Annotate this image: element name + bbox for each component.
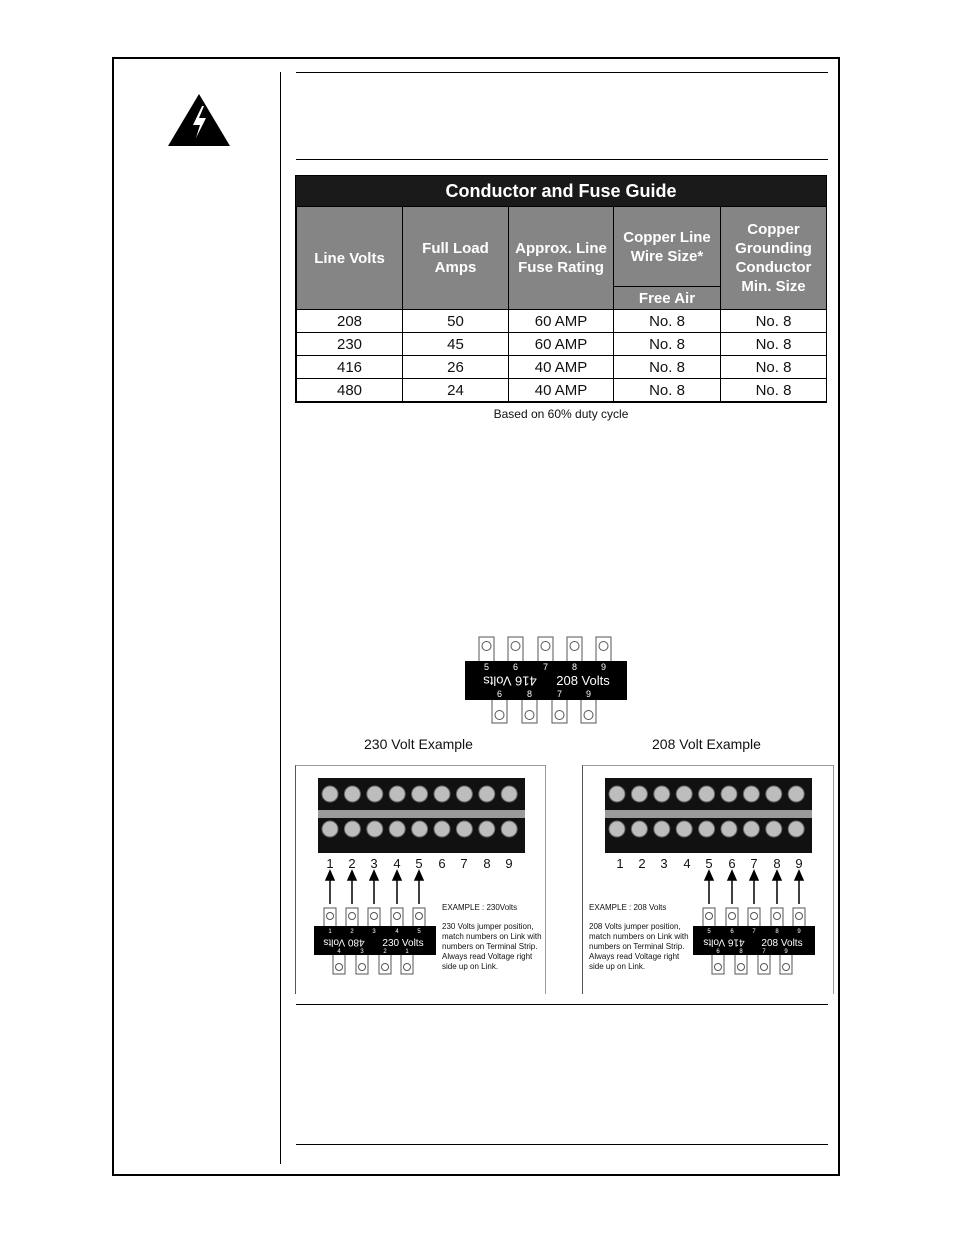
rule-notice-bottom xyxy=(296,1144,828,1145)
terminal-screw xyxy=(456,821,472,837)
terminal-number: 5 xyxy=(415,856,423,871)
link-bottom-number: 6 xyxy=(716,949,720,955)
header-grounding: Copper Grounding Conductor Min. Size xyxy=(721,207,827,310)
link-top-number: 3 xyxy=(372,929,376,935)
terminal-screw xyxy=(389,786,405,802)
cell-wire: No. 8 xyxy=(614,379,721,402)
link-inverted-label: 480 Volts xyxy=(323,936,365,948)
terminal-screw xyxy=(721,786,737,802)
terminal-screw xyxy=(631,786,647,802)
terminal-screw xyxy=(479,786,495,802)
link-top-number: 5 xyxy=(707,929,711,935)
link-bottom-number: 4 xyxy=(337,949,341,955)
guide-note: Based on 60% duty cycle xyxy=(493,407,629,421)
terminal-number: 6 xyxy=(728,856,736,871)
terminal-screw xyxy=(676,821,692,837)
terminal-number: 9 xyxy=(505,856,513,871)
link-upright-label: 208 Volts xyxy=(761,938,803,949)
terminal-screw xyxy=(322,821,338,837)
cell-amps: 45 xyxy=(403,333,509,356)
header-line-wire-size: Copper Line Wire Size* xyxy=(614,207,721,287)
terminal-screw xyxy=(344,786,360,802)
header-line-volts: Line Volts xyxy=(297,207,403,310)
link-bottom-number: 8 xyxy=(739,949,743,955)
link-top-number: 7 xyxy=(542,662,549,672)
link-bottom-number: 6 xyxy=(496,689,503,699)
link-bottom-number: 9 xyxy=(784,949,788,955)
terminal-screw xyxy=(699,821,715,837)
cell-amps: 26 xyxy=(403,356,509,379)
cell-wire: No. 8 xyxy=(614,333,721,356)
link-top-number: 5 xyxy=(483,662,490,672)
table-row xyxy=(297,356,827,379)
terminal-screw xyxy=(501,821,517,837)
terminal-number: 3 xyxy=(660,856,668,871)
example-208-title: EXAMPLE : 208 Volts xyxy=(589,903,667,912)
example-208-panel xyxy=(582,765,834,994)
link-top-number: 6 xyxy=(730,929,734,935)
terminal-number: 4 xyxy=(393,856,401,871)
terminal-screw xyxy=(699,786,715,802)
terminal-number: 8 xyxy=(483,856,491,871)
margin-rule xyxy=(280,72,281,1164)
terminal-number: 6 xyxy=(438,856,446,871)
terminal-screw xyxy=(389,821,405,837)
terminal-screw xyxy=(743,821,759,837)
terminal-screw xyxy=(766,786,782,802)
terminal-screw xyxy=(766,821,782,837)
link-bottom-number: 9 xyxy=(585,689,592,699)
link-bottom-number: 1 xyxy=(405,949,409,955)
link-top-number: 7 xyxy=(752,929,756,935)
guide-title: Conductor and Fuse Guide xyxy=(296,176,826,206)
rule-top xyxy=(296,72,828,73)
terminal-number: 1 xyxy=(616,856,624,871)
rule-notice-top xyxy=(296,1004,828,1005)
link-top-number: 8 xyxy=(775,929,779,935)
link-bottom-number: 7 xyxy=(762,949,766,955)
cell-fuse: 60 AMP xyxy=(509,333,614,356)
cell-ground: No. 8 xyxy=(721,356,827,379)
link-bottom-number: 8 xyxy=(526,689,533,699)
terminal-number: 3 xyxy=(370,856,378,871)
example-230-description: 230 Volts jumper position, match numbers on Link with numbers on Terminal Strip. Always read Voltage right side up on Link. xyxy=(442,922,542,971)
terminal-screw xyxy=(609,821,625,837)
link-top-number: 9 xyxy=(600,662,607,672)
table-row xyxy=(297,379,827,402)
cell-ground: No. 8 xyxy=(721,333,827,356)
terminal-number: 5 xyxy=(705,856,713,871)
cell-fuse: 40 AMP xyxy=(509,356,614,379)
terminal-screw xyxy=(367,786,383,802)
cell-fuse: 60 AMP xyxy=(509,310,614,333)
example-208-description: 208 Volts jumper position, match numbers on Link with numbers on Terminal Strip. Always read Voltage right side up on Link. xyxy=(589,922,689,971)
cell-ground: No. 8 xyxy=(721,310,827,333)
terminal-screw xyxy=(721,821,737,837)
link-top-number: 4 xyxy=(395,929,399,935)
link-top-number: 9 xyxy=(797,929,801,935)
terminal-screw xyxy=(743,786,759,802)
link-bottom-number: 3 xyxy=(360,949,364,955)
header-free-air: Free Air xyxy=(614,287,721,310)
terminal-screw xyxy=(456,786,472,802)
terminal-number: 7 xyxy=(750,856,758,871)
link-top-number: 2 xyxy=(350,929,354,935)
terminal-number: 4 xyxy=(683,856,691,871)
terminal-screw xyxy=(434,821,450,837)
terminal-screw xyxy=(654,786,670,802)
link-top-number: 1 xyxy=(328,929,332,935)
link-bottom-number: 2 xyxy=(383,949,387,955)
example-230-title: EXAMPLE : 230Volts xyxy=(442,903,518,912)
cell-volts: 208 xyxy=(297,310,403,333)
terminal-screw xyxy=(676,786,692,802)
terminal-number: 7 xyxy=(460,856,468,871)
terminal-screw xyxy=(479,821,495,837)
rule-warning-bottom xyxy=(296,159,828,160)
example-208-caption: 208 Volt Example xyxy=(652,736,761,752)
link-top-number: 8 xyxy=(571,662,578,672)
header-fuse-rating: Approx. Line Fuse Rating xyxy=(509,207,614,310)
terminal-screw xyxy=(501,786,517,802)
terminal-screw xyxy=(434,786,450,802)
example-230-panel xyxy=(295,765,546,994)
terminal-screw xyxy=(788,821,804,837)
terminal-screw xyxy=(654,821,670,837)
link-bottom-number: 7 xyxy=(556,689,563,699)
table-row xyxy=(297,310,827,333)
terminal-number: 2 xyxy=(348,856,356,871)
header-full-load-amps: Full Load Amps xyxy=(403,207,509,310)
terminal-screw xyxy=(322,786,338,802)
terminal-screw xyxy=(609,786,625,802)
cell-wire: No. 8 xyxy=(614,310,721,333)
link-inverted-label: 416 Volts xyxy=(483,673,537,689)
link-upright-label: 208 Volts xyxy=(556,673,610,688)
terminal-number: 8 xyxy=(773,856,781,871)
link-top-number: 6 xyxy=(512,662,519,672)
example-230-caption: 230 Volt Example xyxy=(364,736,473,752)
guide-table xyxy=(296,206,827,402)
cell-ground: No. 8 xyxy=(721,379,827,402)
terminal-screw xyxy=(631,821,647,837)
electrical-hazard-icon xyxy=(166,92,232,148)
link-upright-label: 230 Volts xyxy=(382,938,424,949)
terminal-screw xyxy=(344,821,360,837)
cell-amps: 24 xyxy=(403,379,509,402)
cell-wire: No. 8 xyxy=(614,356,721,379)
link-top-number: 5 xyxy=(417,929,421,935)
terminal-screw xyxy=(788,786,804,802)
terminal-number: 9 xyxy=(795,856,803,871)
cell-volts: 480 xyxy=(297,379,403,402)
terminal-number: 1 xyxy=(326,856,334,871)
terminal-screw xyxy=(367,821,383,837)
terminal-number: 2 xyxy=(638,856,646,871)
terminal-screw xyxy=(412,821,428,837)
terminal-screw xyxy=(412,786,428,802)
cell-amps: 50 xyxy=(403,310,509,333)
link-inverted-label: 416 Volts xyxy=(703,936,745,948)
table-row xyxy=(297,333,827,356)
conductor-fuse-guide xyxy=(295,175,827,403)
jumper-link-diagram xyxy=(462,634,630,726)
cell-volts: 230 xyxy=(297,333,403,356)
cell-fuse: 40 AMP xyxy=(509,379,614,402)
cell-volts: 416 xyxy=(297,356,403,379)
